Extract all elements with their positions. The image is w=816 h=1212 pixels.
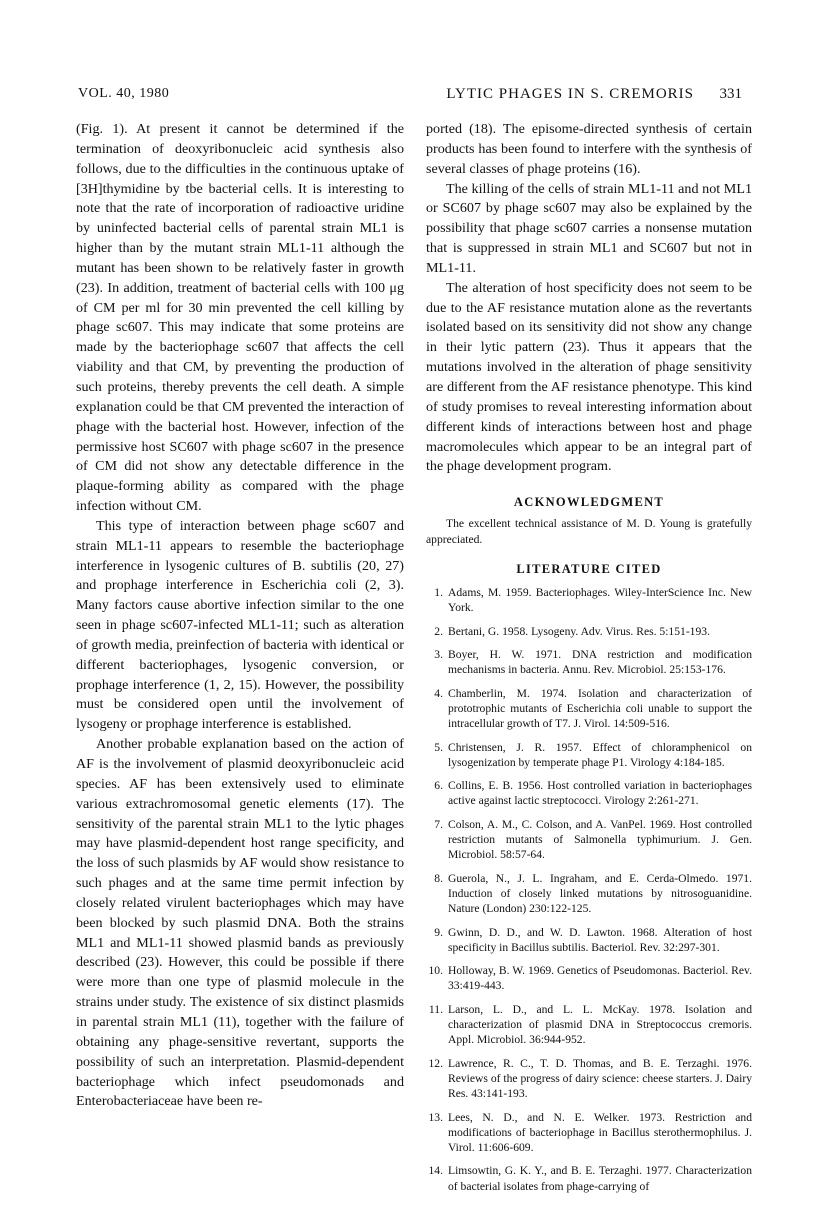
reference-item xyxy=(426,871,752,917)
reference-number: 7 . xyxy=(426,817,443,832)
reference-text: Collins, E. B. 1956. Host controlled variation in bacteriophages active against lactic streptococci. Virology 2:261-271. xyxy=(448,779,752,808)
acknowledgment-heading: ACKNOWLEDGMENT xyxy=(513,495,665,510)
reference-text: Guerola, N., J. L. Ingraham, and E. Cerda-Olmedo. 1971. Induction of closely linked mutations by nitrosoguanidine. Nature (London) 230:122-125. xyxy=(448,871,752,916)
body-paragraph: This type of interaction between phage sc607 and strain ML1-11 appears to resemble the bacteriophage interference in lysogenic cultures of B. subtilis (20, 27) and prophage interference in Escherichia coli (2, 3). Many factors cause abortive infection similar to the one seen in phage sc607-infected ML1-11; such as alteration of growth media, preinfection of bacteria with identical or different bacteriophages, lysogenic conversion, or prophage interference (1, 2, 15). However, the possibility must be considered open until the involvement of lysogeny or prophage interference is established. xyxy=(76,517,404,733)
left-column xyxy=(76,120,404,1112)
reference-item xyxy=(426,963,752,994)
reference-text: Adams, M. 1959. Bacteriophages. Wiley-InterScience Inc. New York. xyxy=(448,586,752,615)
running-title: LYTIC PHAGES IN S. CREMORIS xyxy=(446,86,694,102)
volume-year: VOL. 40, 1980 xyxy=(78,86,170,101)
running-header xyxy=(78,86,742,110)
body-paragraph: ported (18). The episome-directed synthesis of certain products has been found to interfere with the synthesis of several classes of phage proteins (16). xyxy=(426,121,752,177)
reference-item xyxy=(426,1056,752,1102)
page-number: 331 xyxy=(719,86,742,102)
reference-item xyxy=(426,624,752,639)
reference-number: 2 . xyxy=(426,624,443,639)
reference-text: Gwinn, D. D., and W. D. Lawton. 1968. Alteration of host specificity in Bacillus subtilis. Bacteriol. Rev. 32:297-301. xyxy=(448,925,752,954)
reference-item xyxy=(426,647,752,678)
reference-number: 6 . xyxy=(426,778,443,793)
reference-item xyxy=(426,1110,752,1156)
acknowledgment-text: The excellent technical assistance of M. D. Young is gratefully appreciated. xyxy=(426,517,752,547)
reference-text: Chamberlin, M. 1974. Isolation and characterization of prototrophic mutants of Escherichia coli unable to support the intracellular growth of T7. J. Virol. 14:509-516. xyxy=(448,686,752,731)
reference-number: 4 . xyxy=(426,686,443,701)
reference-number: 5 . xyxy=(426,740,443,755)
body-paragraph: The killing of the cells of strain ML1-11 and not ML1 or SC607 by phage sc607 may also be explained by the possibility that phage sc607 carries a nonsense mutation that is suppressed in strain ML1 and SC607 but not in ML1-11. xyxy=(426,180,752,276)
reference-number: 12 . xyxy=(426,1056,443,1071)
reference-number: 14 . xyxy=(426,1163,443,1178)
reference-text: Larson, L. D., and L. L. McKay. 1978. Isolation and characterization of plasmid DNA in Streptococcus cremoris. Appl. Microbiol. 36:944-952. xyxy=(448,1002,752,1047)
reference-number: 13 . xyxy=(426,1110,443,1125)
reference-number: 11 . xyxy=(426,1002,443,1017)
reference-text: Limsowtin, G. K. Y., and B. E. Terzaghi. 1977. Characterization of bacterial isolates from phage-carrying of xyxy=(448,1164,752,1193)
reference-text: Bertani, G. 1958. Lysogeny. Adv. Virus. Res. 5:151-193. xyxy=(448,624,710,638)
reference-item xyxy=(426,686,752,732)
reference-list xyxy=(426,585,752,1194)
reference-item xyxy=(426,1163,752,1194)
reference-item xyxy=(426,817,752,863)
reference-item xyxy=(426,925,752,956)
reference-text: Lees, N. D., and N. E. Welker. 1973. Restriction and modifications of bacteriophage in Bacillus sterothermophilus. J. Virol. 11:606-609. xyxy=(448,1110,752,1155)
reference-number: 1 . xyxy=(426,585,443,600)
body-paragraph: Another probable explanation based on the action of AF is the involvement of plasmid deoxyribonucleic acid species. AF has been extensively used to eliminate various extrachromosomal genetic elements (17). The sensitivity of the parental strain ML1 to the lytic phages may have plasmid-dependent host range specificity, and the loss of such plasmids by AF would show resistance to such phages and at the same time permit infection by closely related virulent bacteriophages which may have been blocked by such plasmid DNA. Both the strains ML1 and ML1-11 showed plasmid bands as previously described (23). However, this could be possible if there were more than one type of plasmid molecule in the strains under study. The existence of six distinct plasmids in parental strain ML1 (11), together with the failure of obtaining any phage-sensitive revertant, supports the possibility of such an interpretation. Plasmid-dependent bacteriophage which infect pseudomonads and Enterobacteriaceae have been re- xyxy=(76,736,404,1110)
reference-number: 8 . xyxy=(426,871,443,886)
reference-item xyxy=(426,778,752,809)
reference-number: 10 . xyxy=(426,963,443,978)
body-paragraph: The alteration of host specificity does not seem to be due to the AF resistance mutation alone as the revertants isolated based on its sensitivity did not show any change in their lytic pattern (23). Thus it appears that the mutations involved in the alteration of phage sensitivity are different from the AF resistance phenotype. This kind of study promises to reveal interesting information about different kinds of interactions between host and phage macromolecules which appear to be an integral part of the phage development program. xyxy=(426,279,752,475)
right-column xyxy=(426,120,752,1202)
reference-text: Colson, A. M., C. Colson, and A. VanPel. 1969. Host controlled restriction mutants of Salmonella typhimurium. J. Gen. Microbiol. 58:57-64. xyxy=(448,817,752,862)
literature-cited-heading: LITERATURE CITED xyxy=(516,562,662,577)
reference-item xyxy=(426,740,752,771)
reference-text: Holloway, B. W. 1969. Genetics of Pseudomonas. Bacteriol. Rev. 33:419-443. xyxy=(448,964,752,993)
reference-text: Boyer, H. W. 1971. DNA restriction and modification mechanisms in bacteria. Annu. Rev. Microbiol. 25:153-176. xyxy=(448,648,752,677)
body-paragraph: (Fig. 1). At present it cannot be determined if the termination of deoxyribonucleic acid synthesis also follows, due to the difficulties in the continuous uptake of [3H]thymidine by tbe bacterial cells. It is interesting to note that the rate of incorporation of radioactive uridine by uninfected bacterial cells of parental strain ML1 is higher than by the mutant strain ML1-11 although the mutant has been shown to be relatively faster in growth (23). In addition, treatment of bacterial cells with 100 μg of CM per ml for 30 min prevented the cell killing by phage sc607. This may indicate that some proteins are made by the bacteriophage sc607 that affects the cell viability and that CM, by preventing the production of such proteins, thereby prevents the cell death. A simple explanation could be that CM prevented the interaction of phage with the bacterial host. However, infection of the permissive host SC607 with phage sc607 in the presence of CM did not show any detectable difference in the plaque-forming ability as compared with the phage infection without CM. xyxy=(76,121,404,515)
reference-text: Lawrence, R. C., T. D. Thomas, and B. E. Terzaghi. 1976. Reviews of the progress of dairy science: cheese starters. J. Dairy Res. 43:141-193. xyxy=(448,1056,752,1101)
reference-number: 3 . xyxy=(426,647,443,662)
reference-number: 9 . xyxy=(426,925,443,940)
reference-item xyxy=(426,1002,752,1048)
reference-item xyxy=(426,585,752,616)
reference-text: Christensen, J. R. 1957. Effect of chloramphenicol on lysogenization by temperate phage P1. Virology 4:184-185. xyxy=(448,740,752,769)
